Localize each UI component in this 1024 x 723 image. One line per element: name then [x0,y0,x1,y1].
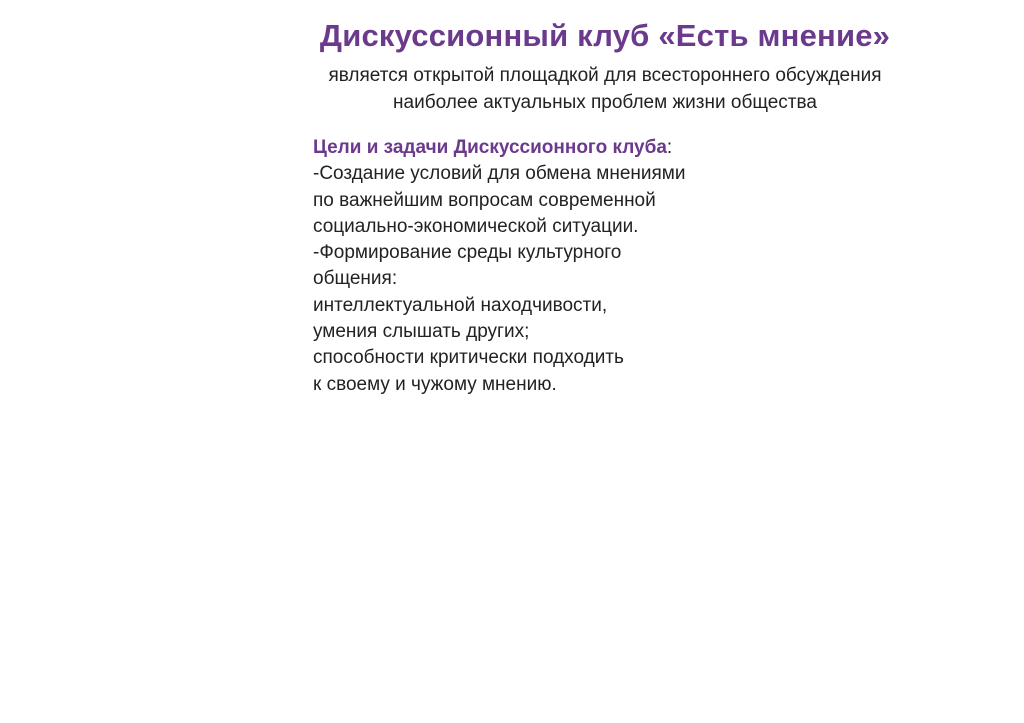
goals-heading-line [313,135,783,161]
slide-title: Дискуссионный клуб «Есть мнение» [319,18,891,53]
goals-line: -Создание условий для обмена мнениями [313,163,686,185]
slide-subtitle [0,62,1024,116]
goals-line: способности критически подходить [313,347,624,369]
goals-block [313,135,783,398]
subtitle-line: наиболее актуальных проблем жизни общества [393,92,817,113]
goals-heading: Цели и задачи Дискуссионного клуба [313,137,667,158]
goals-line: умения слышать других; [313,321,530,343]
goals-line: по важнейшим вопросам современной [313,189,656,211]
goals-line: к своему и чужому мнению. [313,373,557,395]
goals-heading-colon: : [666,137,673,158]
subtitle-line: является открытой площадкой для всестороннего обсуждения [328,65,882,86]
goals-line: общения: [313,268,398,290]
goals-line: -Формирование среды культурного [313,242,622,264]
goals-line: социально-экономической ситуации. [313,215,639,237]
goals-line: интеллектуальной находчивости, [313,294,608,316]
